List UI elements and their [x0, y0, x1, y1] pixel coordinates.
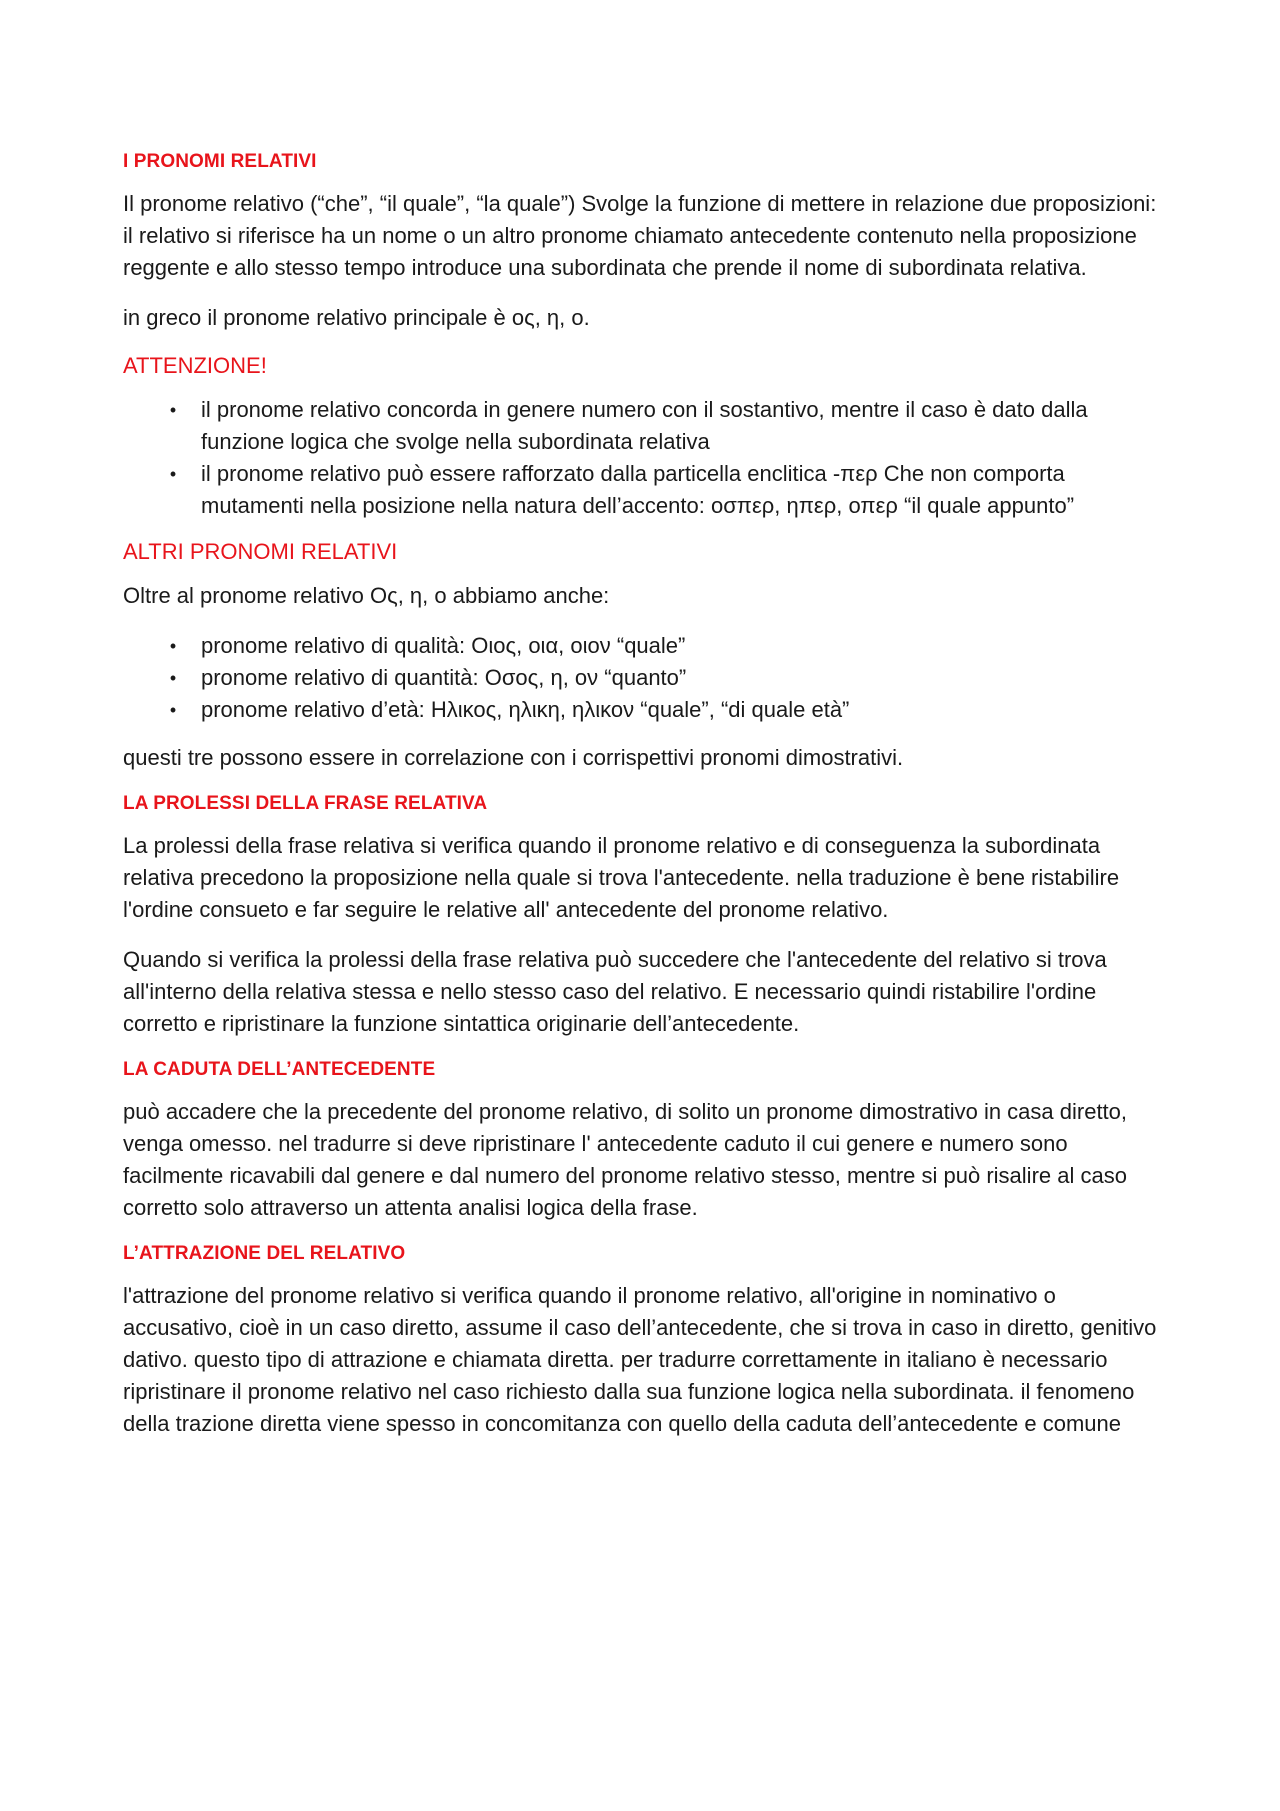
bullet-icon: •: [169, 636, 177, 656]
heading-prolessi: LA PROLESSI DELLA FRASE RELATIVA: [123, 793, 488, 814]
paragraph-altri-intro: Oltre al pronome relativo Ος, η, ο abbiamo anche:: [123, 583, 610, 608]
list-item: [123, 394, 1163, 458]
list-attenzione: [123, 394, 1163, 522]
document-page: [123, 150, 1163, 1458]
paragraph-pronome-definizione: Il pronome relativo (“che”, “il quale”, “la quale”) Svolge la funzione di mettere in relazione due proposizioni: il relativo si riferisce ha un nome o un altro pronome chiamato antecedente contenuto nella proposizione reggente e allo stesso tempo introduce una subordinata che prende il nome di subordinata relativa.: [123, 191, 1157, 280]
list-item-text: il pronome relativo può essere rafforzato dalla particella enclitica -περ Che non comporta mutamenti nella posizione nella natura dell’accento: οσπερ, ηπερ, οπερ “il quale appunto”: [201, 461, 1075, 518]
bullet-icon: •: [169, 700, 177, 720]
paragraph-prolessi-1: La prolessi della frase relativa si verifica quando il pronome relativo e di conseguenza la subordinata relativa precedono la proposizione nella quale si trova l'antecedente. nella traduzione è bene ristabilire l'ordine consueto e far seguire le relative all' antecedente del pronome relativo.: [123, 833, 1120, 922]
list-item-text: pronome relativo d’età: Ηλικος, ηλικη, ηλικον “quale”, “di quale età”: [201, 697, 850, 722]
heading-altri-pronomi: ALTRI PRONOMI RELATIVI: [123, 539, 398, 564]
bullet-icon: •: [169, 668, 177, 688]
heading-caduta: LA CADUTA DELL’ANTECEDENTE: [123, 1059, 436, 1080]
paragraph-greco-relativo: in greco il pronome relativo principale è ος, η, ο.: [123, 305, 590, 330]
bullet-icon: •: [169, 464, 177, 484]
heading-attenzione: ATTENZIONE!: [123, 353, 267, 378]
paragraph-prolessi-2: Quando si verifica la prolessi della frase relativa può succedere che l'antecedente del relativo si trova all'interno della relativa stessa e nello stesso caso del relativo. E necessario quindi ristabilire l'ordine corretto e ripristinare la funzione sintattica originarie dell’antecedente.: [123, 947, 1107, 1036]
heading-attrazione: L’ATTRAZIONE DEL RELATIVO: [123, 1243, 406, 1264]
list-item: [123, 662, 1163, 694]
list-altri-pronomi: [123, 630, 1163, 726]
list-item-text: pronome relativo di qualità: Οιος, οια, οιον “quale”: [201, 633, 686, 658]
list-item: [123, 630, 1163, 662]
list-item-text: pronome relativo di quantità: Οσος, η, ον “quanto”: [201, 665, 687, 690]
paragraph-altri-outro: questi tre possono essere in correlazione con i corrispettivi pronomi dimostrativi.: [123, 745, 904, 770]
list-item-text: il pronome relativo concorda in genere numero con il sostantivo, mentre il caso è dato dalla funzione logica che svolge nella subordinata relativa: [201, 397, 1088, 454]
paragraph-attrazione: l'attrazione del pronome relativo si verifica quando il pronome relativo, all'origine in nominativo o accusativo, cioè in un caso diretto, assume il caso dell’antecedente, che si trova in caso in diretto, genitivo dativo. questo tipo di attrazione e chiamata diretta. per tradurre correttamente in italiano è necessario ripristinare il pronome relativo nel caso richiesto dalla sua funzione logica nella subordinata. il fenomeno della trazione diretta viene spesso in concomitanza con quello della caduta dell’antecedente e comune: [123, 1283, 1157, 1436]
bullet-icon: •: [169, 400, 177, 420]
paragraph-caduta: può accadere che la precedente del pronome relativo, di solito un pronome dimostrativo in casa diretto, venga omesso. nel tradurre si deve ripristinare l' antecedente caduto il cui genere e numero sono facilmente ricavabili dal genere e dal numero del pronome relativo stesso, mentre si può risalire al caso corretto solo attraverso un attenta analisi logica della frase.: [123, 1099, 1128, 1220]
heading-pronomi-relativi: I PRONOMI RELATIVI: [123, 151, 317, 172]
list-item: [123, 694, 1163, 726]
list-item: [123, 458, 1163, 522]
